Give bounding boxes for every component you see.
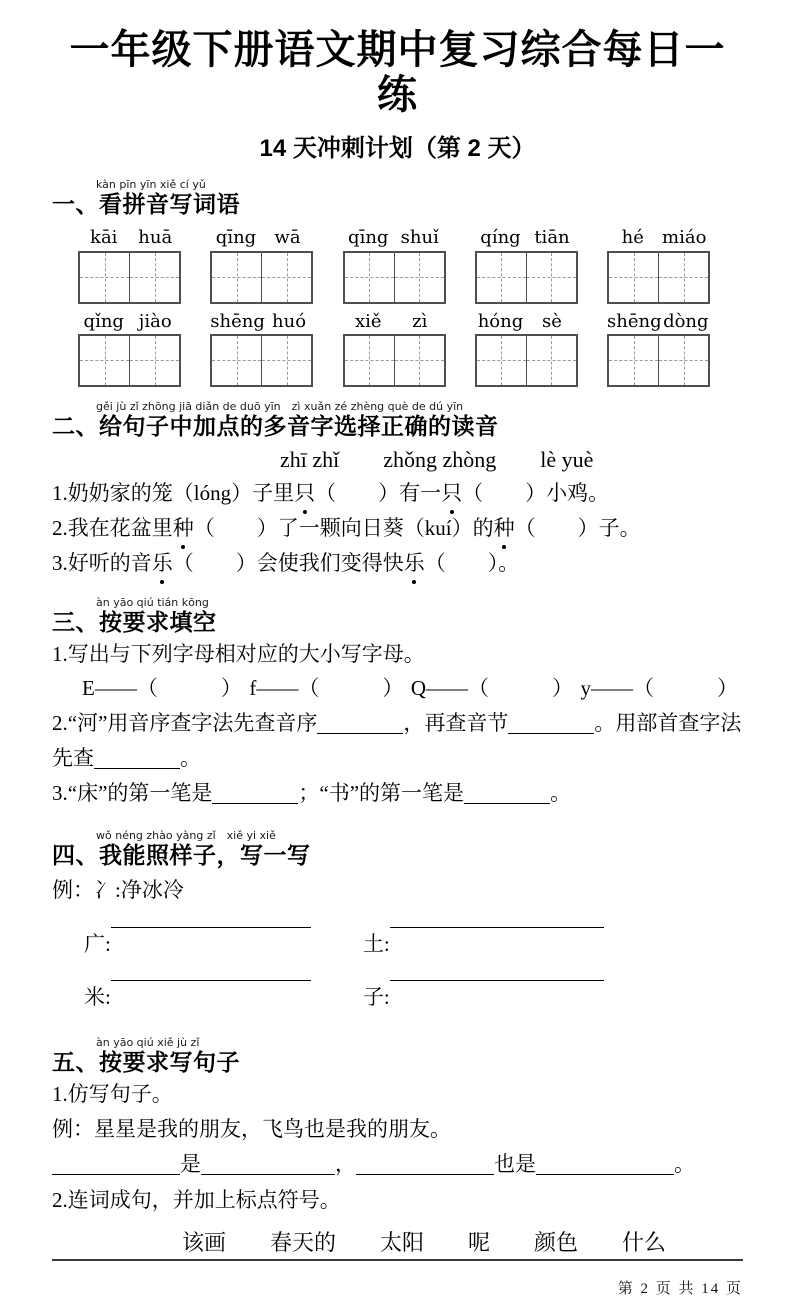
writing-cell <box>526 336 576 385</box>
writing-cell <box>658 336 708 385</box>
writing-cell <box>477 253 526 302</box>
sentence-blanks-line <box>52 1147 743 1182</box>
writing-box <box>607 334 710 387</box>
dotted-character: 种 <box>173 511 194 546</box>
pinyin-writing-row-1 <box>78 226 710 303</box>
text-segment: 3.“床”的第一笔是 <box>52 781 213 806</box>
writing-cell <box>80 336 129 385</box>
section-1-header <box>52 179 743 219</box>
spacer <box>311 927 363 928</box>
section-3-pinyin: àn yāo qiú tián kōng <box>96 596 209 610</box>
scrambled-words: 该画 春天的 太阳 呢 颜色 什么 <box>182 1229 667 1255</box>
text-segment: 。 <box>674 1152 695 1177</box>
writing-cell <box>394 336 444 385</box>
pinyin-syllable: qīng <box>215 227 257 249</box>
word-pinyin <box>475 310 578 334</box>
pinyin-syllable: xiě <box>354 310 382 332</box>
page-footer <box>52 1259 743 1298</box>
text-segment: 也是 <box>494 1152 536 1177</box>
writing-box <box>343 334 446 387</box>
pinyin-syllable: sè <box>542 310 562 332</box>
pinyin-syllable: shuǐ <box>400 227 439 249</box>
dictionary-question <box>52 706 743 777</box>
letter-item-E: E——（ ） <box>82 676 242 701</box>
word-box-group <box>607 310 710 387</box>
writing-cell <box>212 253 261 302</box>
writing-cell <box>212 336 261 385</box>
stroke-question <box>52 776 743 811</box>
writing-cell <box>261 336 311 385</box>
blank-underline <box>111 927 311 928</box>
pinyin-syllable: huó <box>272 310 307 332</box>
text-segment: ；“书”的第一笔是 <box>298 781 465 806</box>
blank-underline <box>201 1174 335 1175</box>
word-box-group <box>343 226 446 303</box>
writing-box <box>475 334 578 387</box>
section-1-pinyin: kàn pīn yīn xiě cí yǔ <box>96 177 206 191</box>
writing-box <box>343 251 446 304</box>
writing-cell <box>658 253 708 302</box>
writing-cell <box>345 336 394 385</box>
writing-cell <box>526 253 576 302</box>
writing-cell <box>609 253 658 302</box>
blank-underline <box>390 980 604 981</box>
section-4-pinyin: wǒ néng zhào yàng zǐ xiě yi xiě <box>96 828 276 842</box>
radical-row-2 <box>84 980 743 1015</box>
text-segment: 土: <box>362 931 390 956</box>
writing-box <box>475 251 578 304</box>
radical-example: 例：冫:净冰冷 <box>52 878 184 903</box>
imitate-instruction: 1.仿写句子。 <box>52 1081 173 1106</box>
section-2-header <box>52 401 743 441</box>
blank-underline <box>317 733 403 734</box>
blank-underline <box>536 1174 674 1175</box>
section-5-pinyin: àn yāo qiú xiě jù zǐ <box>96 1036 200 1050</box>
dotted-character: 只 <box>441 476 462 511</box>
word-order-instruction: 2.连词成句，并加上标点符号。 <box>52 1187 341 1212</box>
writing-box <box>607 251 710 304</box>
word-box-group <box>475 226 578 303</box>
pinyin-syllable: shēng <box>607 310 662 332</box>
text-segment: 。 <box>180 746 201 771</box>
text-segment: 是 <box>180 1152 201 1177</box>
text-segment: 1.奶奶家的笼（lóng）子里 <box>52 480 295 505</box>
word-pinyin <box>343 226 446 250</box>
text-segment: 2.我在花盆里 <box>52 515 173 540</box>
letter-item-Q: Q——（ ） <box>410 676 573 701</box>
pronunciation-options: zhī zhǐ zhǒng zhòng lè yuè <box>280 446 594 472</box>
blank-underline <box>356 1174 494 1175</box>
word-pinyin <box>475 226 578 250</box>
writing-box <box>210 334 313 387</box>
text-segment: （ ）有一 <box>315 480 442 505</box>
dotted-character: 乐 <box>152 546 173 581</box>
writing-cell <box>80 253 129 302</box>
word-box-group <box>78 226 181 303</box>
text-segment: （ ）了一颗向日葵（kuí）的 <box>193 515 494 540</box>
writing-box <box>78 334 181 387</box>
text-segment: 子: <box>362 984 390 1009</box>
pinyin-syllable: miáo <box>662 227 707 249</box>
sentence-example: 例：星星是我的朋友，飞鸟也是我的朋友。 <box>52 1117 451 1142</box>
text-segment: （ ）小鸡。 <box>462 480 610 505</box>
page-subtitle: 14 天冲刺计划（第 2 天） <box>259 134 536 162</box>
word-pinyin <box>343 310 446 334</box>
dotted-character: 只 <box>294 476 315 511</box>
text-segment: 2.“河”用音序查字法先查音序 <box>52 710 318 735</box>
word-pinyin <box>607 310 710 334</box>
section-4-heading: 四、我能照样子，写一写 <box>52 841 311 868</box>
footer-divider <box>52 1259 743 1261</box>
writing-cell <box>609 336 658 385</box>
word-pinyin <box>607 226 710 250</box>
pinyin-syllable: wā <box>274 227 301 249</box>
word-box-group <box>475 310 578 387</box>
writing-cell <box>129 336 179 385</box>
letters-instruction: 1.写出与下列字母相对应的大小写字母。 <box>52 642 425 667</box>
pinyin-syllable: dòng <box>663 310 709 332</box>
pinyin-syllable: qíng <box>480 227 521 249</box>
word-box-group <box>210 310 313 387</box>
text-segment: 米: <box>84 984 111 1009</box>
pinyin-syllable: hé <box>621 227 644 249</box>
text-segment: ，再查音节 <box>403 710 509 735</box>
text-segment: ， <box>335 1152 356 1177</box>
dotted-character: 种 <box>494 511 515 546</box>
section-3-header <box>52 597 743 637</box>
text-segment: （ ）会使我们变得快 <box>172 551 404 576</box>
text-segment: 3.好听的音 <box>52 551 152 576</box>
pinyin-syllable: shēng <box>210 310 265 332</box>
word-pinyin <box>78 310 181 334</box>
spacer <box>311 980 363 981</box>
section-2-pinyin: gěi jù zǐ zhōng jiā diǎn de duō yīn zì xuǎn zé zhèng què de dú yīn <box>96 399 464 413</box>
word-pinyin <box>78 226 181 250</box>
text-segment: 广: <box>84 931 111 956</box>
pinyin-syllable: zì <box>412 310 428 332</box>
writing-cell <box>477 336 526 385</box>
letter-item-y: y——（ ） <box>580 676 738 701</box>
pinyin-syllable: qīng <box>348 227 389 249</box>
word-box-group <box>210 226 313 303</box>
blank-underline <box>94 768 180 769</box>
pinyin-syllable: tiān <box>534 227 570 249</box>
pinyin-syllable: qǐng <box>83 310 124 332</box>
section-5-heading: 五、按要求写句子 <box>52 1049 240 1076</box>
letters-row <box>82 672 738 706</box>
word-box-group <box>607 226 710 303</box>
word-pinyin <box>210 310 313 334</box>
pinyin-syllable: hóng <box>477 310 524 332</box>
pinyin-syllable: huā <box>138 227 173 249</box>
blank-underline <box>212 803 298 804</box>
text-segment: 。用部首查字法先查 <box>52 710 742 771</box>
blank-underline <box>390 927 604 928</box>
radical-row-1 <box>84 927 743 962</box>
writing-cell <box>394 253 444 302</box>
page-number: 第 2 页 共 14 页 <box>617 1280 743 1297</box>
word-box-group <box>343 310 446 387</box>
dotted-character: 乐 <box>404 546 425 581</box>
multi-tone-sentence-3 <box>52 546 743 581</box>
pinyin-syllable: jiào <box>138 310 172 332</box>
blank-underline <box>464 803 550 804</box>
text-segment: （ ）子。 <box>514 515 641 540</box>
section-2-heading: 二、给句子中加点的多音字选择正确的读音 <box>52 412 499 439</box>
section-4-header <box>52 830 743 870</box>
pinyin-syllable: kāi <box>90 227 118 249</box>
blank-underline <box>508 733 594 734</box>
word-pinyin <box>210 226 313 250</box>
page-title: 一年级下册语文期中复习综合每日一练 <box>69 28 726 117</box>
blank-underline <box>111 980 311 981</box>
writing-box <box>78 251 181 304</box>
letter-item-f: f——（ ） <box>249 676 404 701</box>
multi-tone-sentence-1 <box>52 476 743 511</box>
writing-cell <box>129 253 179 302</box>
word-box-group <box>78 310 181 387</box>
section-3-heading: 三、按要求填空 <box>52 609 217 636</box>
section-1-heading: 一、看拼音写词语 <box>52 190 240 217</box>
text-segment: （ ）。 <box>424 551 520 576</box>
section-5-header <box>52 1037 743 1077</box>
text-segment: 。 <box>550 781 572 806</box>
writing-box <box>210 251 313 304</box>
writing-cell <box>261 253 311 302</box>
blank-underline <box>52 1174 180 1175</box>
writing-cell <box>345 253 394 302</box>
pinyin-writing-row-2 <box>78 310 710 387</box>
multi-tone-sentence-2 <box>52 511 743 546</box>
